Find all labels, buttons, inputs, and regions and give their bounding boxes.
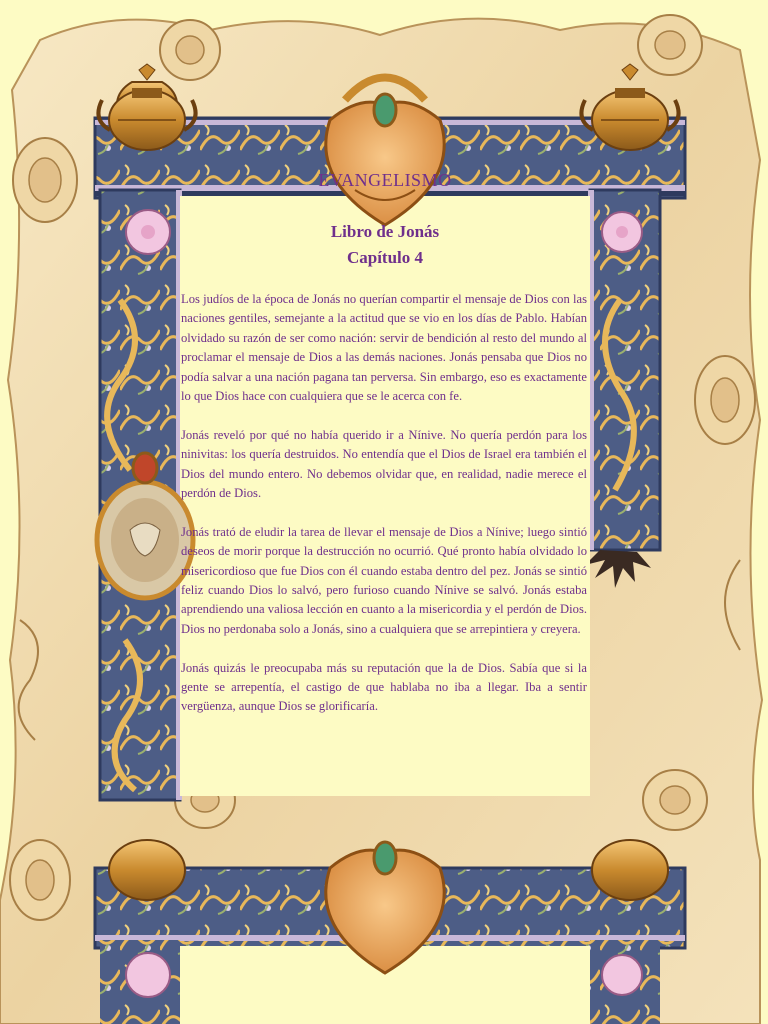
- body-text: [181, 290, 587, 736]
- paragraph: Los judíos de la época de Jonás no querían compartir el mensaje de Dios con las naciones gentiles, semejante a la actitud que se vio en los días de Pablo. Habían olvidado su razón de ser como nación: servir de bendición al resto del mundo al proclamar el mensaje de Dios a las demás naciones. Jonás pensaba que Dios no podía salvar a una nación pagana tan perversa. Sin embargo, eso es exactamente lo que Dios hace con cualquiera que se le acerca con fe.: [181, 292, 587, 404]
- paragraph: Jonás trató de eludir la tarea de llevar el mensaje de Dios a Nínive; luego sintió deseos de morir porque la destrucción no ocurrió. Qué pronto había olvidado lo misericordioso que fue Dios con él cuando estaba dentro del pez. Jonás se sintió feliz cuando Dios lo salvó, pero furioso cuando Nínive se salvó. Jonás estaba aprendiendo una valiosa lección en cuanto a la misericordia y el perdón de Dios. Dios no perdonaba solo a Jonás, sino a cualquiera que se arrepintiera y creyera.: [181, 524, 587, 636]
- book-title: Libro de Jonás: [330, 222, 440, 241]
- bottom-frame: [95, 840, 685, 1024]
- paragraph: Jonás reveló por qué no había querido ir a Nínive. No quería perdón para los ninivitas: los quería destruidos. No entendía que el Dios de Israel era también el Dios del mundo entero. No debemos olvidar que, en realidad, nadie merece el perdón de Dios.: [181, 427, 587, 501]
- chapter-title: Capítulo 4: [346, 248, 424, 267]
- section-title: EVANGELISMO: [318, 170, 452, 190]
- paragraph: Jonás quizás le preocupaba más su reputación que la de Dios. Sabía que si la gente se arrepentía, el castigo de que hablaba no iba a llegar. Iba a sentir vergüenza, aunque Dios se glorificaría.: [181, 660, 587, 714]
